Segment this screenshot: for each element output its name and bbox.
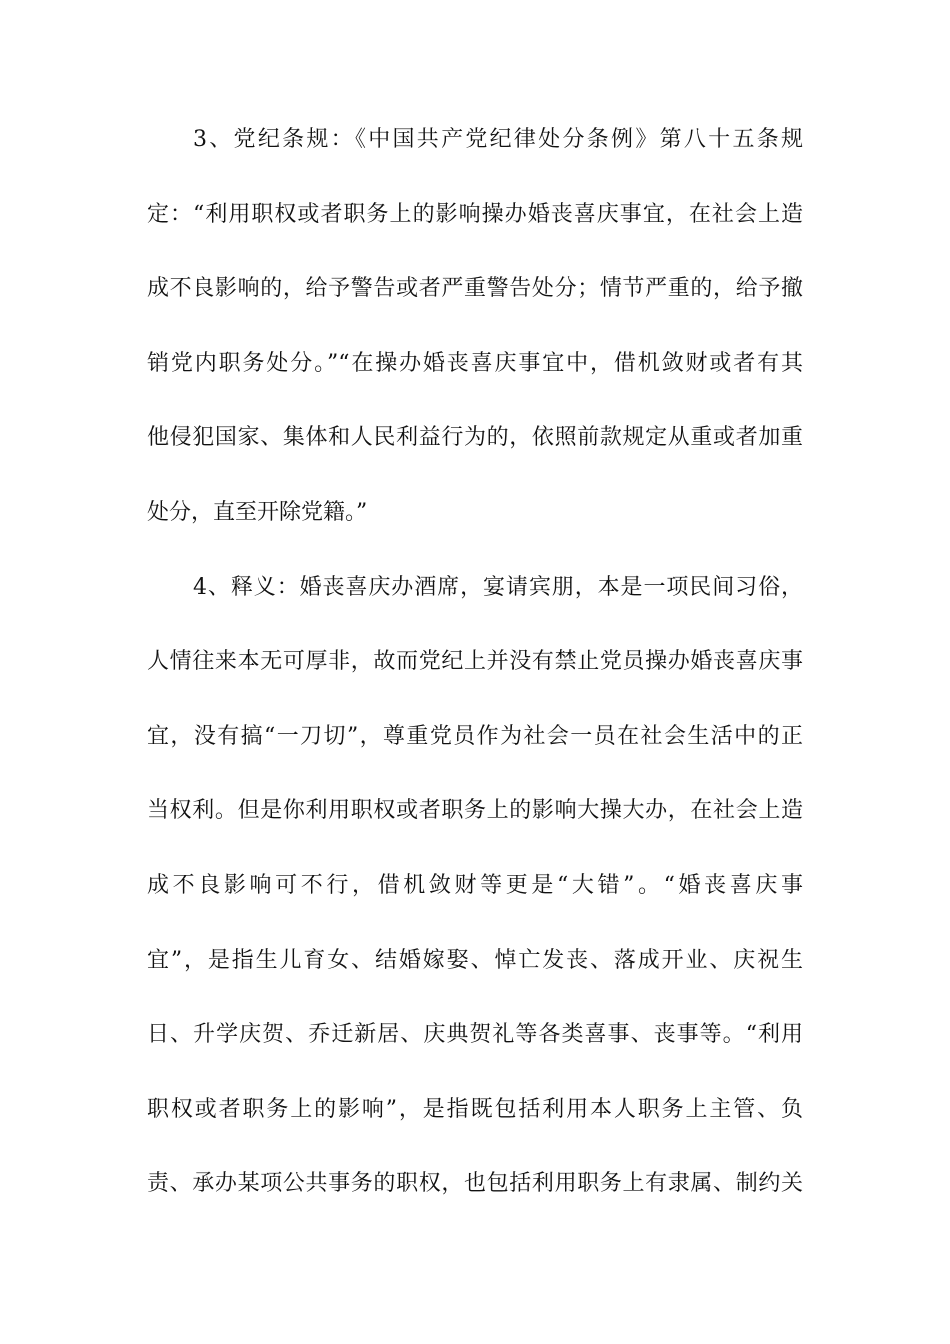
text-line: 处分，直至开除党籍。” [147, 499, 368, 525]
text-line: 人情往来本无可厚非，故而党纪上并没有禁止党员操办婚丧喜庆事 [147, 649, 803, 675]
document-page [147, 103, 803, 1222]
text-line: 3、党纪条规：《中国共产党纪律处分条例》第八十五条规 [193, 127, 803, 152]
text-line: 销党内职务处分。”“在操办婚丧喜庆事宜中，借机敛财或者有其 [147, 350, 803, 376]
text-line: 4、释义：婚丧喜庆办酒席，宴请宾朋，本是一项民间习俗， [193, 574, 803, 600]
text-line: 他侵犯国家、集体和人民利益行为的，依照前款规定从重或者加重 [147, 425, 803, 451]
text-line: 成不良影响的，给予警告或者严重警告处分；情节严重的，给予撤 [147, 276, 803, 302]
text-line: 成不良影响可不行，借机敛财等更是“大错”。“婚丧喜庆事 [147, 872, 803, 898]
paragraph-party-regulation [147, 103, 803, 551]
text-line: 职权或者职务上的影响”，是指既包括利用本人职务上主管、负 [147, 1096, 803, 1122]
text-line: 定：“利用职权或者职务上的影响操办婚丧喜庆事宜，在社会上造 [147, 201, 803, 227]
text-line: 责、承办某项公共事务的职权，也包括利用职务上有隶属、制约关 [147, 1171, 803, 1197]
text-line: 宜”，是指生儿育女、结婚嫁娶、悼亡发丧、落成开业、庆祝生 [147, 947, 803, 973]
paragraph-interpretation [147, 551, 803, 1222]
text-line: 日、升学庆贺、乔迁新居、庆典贺礼等各类喜事、丧事等。“利用 [147, 1022, 803, 1048]
text-line: 当权利。但是你利用职权或者职务上的影响大操大办，在社会上造 [147, 798, 803, 824]
text-line: 宜，没有搞“一刀切”，尊重党员作为社会一员在社会生活中的正 [147, 723, 803, 749]
